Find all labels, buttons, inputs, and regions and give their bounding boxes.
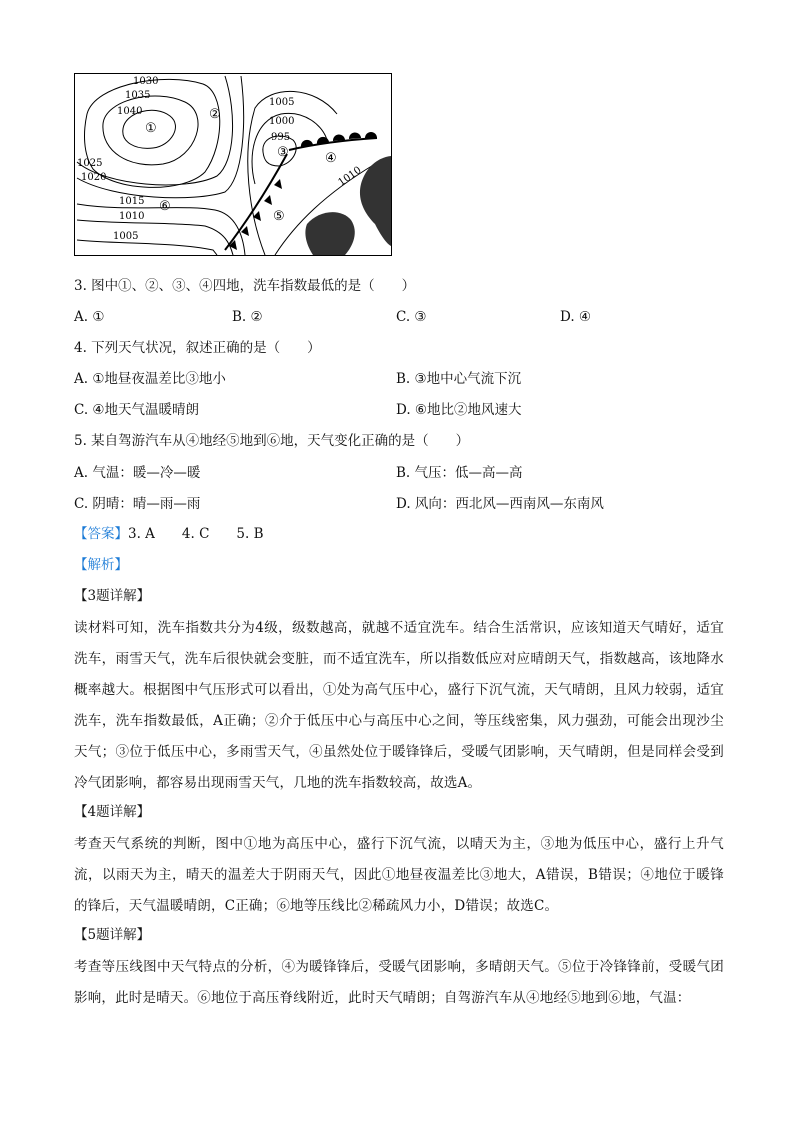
detail-3-text: 读材料可知，洗车指数共分为4级，级数越高，就越不适宜洗车。结合生活常识，应该知道天气晴好，适宜洗车，雨雪天气，洗车后很快就会变脏，而不适宜洗车，所以指数低应对应晴朗天气，指数越高，该地降水概率越大。根据图中气压形式可以看出，①处为高气压中心，盛行下沉气流，天气晴朗，且风力较弱，适宜洗车，洗车指数最低，A正确；②介于低压中心与高压中心之间，等压线密集，风力强劲，可能会出现沙尘天气；③位于低压中心，多雨雪天气，④虽然处位于暖锋锋后，受暖气团影响，天气晴朗，但是同样会受到冷气团影响，都容易出现雨雪天气，几地的洗车指数较高，故选A。 <box>74 620 724 791</box>
isobar-1005-west <box>77 240 217 255</box>
answer-tag: 【答案】 <box>74 526 128 542</box>
land-east <box>360 156 391 246</box>
q5-stem: 5. 某自驾游汽车从④地经⑤地到⑥地，天气变化正确的是（ ） <box>74 433 470 449</box>
cold-front-triangle <box>274 179 282 189</box>
point-label-5: ⑤ <box>273 209 285 224</box>
analysis-tag: 【解析】 <box>74 557 128 573</box>
answer-line <box>74 524 264 544</box>
q5-option-b: B. 气压：低—高—高 <box>396 465 523 481</box>
q3-option-b: B. ② <box>232 309 263 325</box>
detail-3-heading: 【3题详解】 <box>74 588 151 604</box>
isobar-label: 1000 <box>269 116 295 127</box>
isobar-label: 995 <box>271 132 291 143</box>
isobar-label: 1030 <box>133 76 159 87</box>
point-label-2: ② <box>209 107 221 122</box>
isobar-label: 1035 <box>125 90 151 101</box>
isobar-label: 1020 <box>81 172 107 183</box>
warm-front-semicircle <box>349 132 361 139</box>
isobar-map <box>74 73 392 256</box>
isobar-label: 1005 <box>113 231 139 242</box>
isobar-label: 1040 <box>117 106 143 117</box>
q5-option-c: C. 阴晴：晴—雨—雨 <box>74 496 201 512</box>
point-label-3: ③ <box>277 145 289 160</box>
q4-option-b: B. ③地中心气流下沉 <box>396 371 522 387</box>
q4-option-c: C. ④地天气温暖晴朗 <box>74 402 200 418</box>
isobar-map-svg <box>75 74 391 255</box>
isobar-label: 1005 <box>269 97 295 108</box>
isobar-label: 1010 <box>336 164 364 189</box>
point-label-1: ① <box>145 121 157 136</box>
q4-option-d: D. ⑥地比②地风速大 <box>396 402 522 418</box>
q3-option-a: A. ① <box>74 309 105 325</box>
detail-5-heading: 【5题详解】 <box>74 927 151 943</box>
q4-option-a: A. ①地昼夜温差比③地小 <box>74 371 226 387</box>
detail-4-heading: 【4题详解】 <box>74 804 151 820</box>
q5-option-a: A. 气温：暖—冷—暖 <box>74 465 201 481</box>
q3-option-d: D. ④ <box>560 309 592 325</box>
cold-front <box>225 154 287 250</box>
land-south <box>305 212 354 255</box>
q4-stem: 4. 下列天气状况，叙述正确的是（ ） <box>74 340 321 356</box>
detail-4-text: 考查天气系统的判断，图中①地为高压中心，盛行下沉气流，以晴天为主，③地为低压中心，盛行上升气流，以雨天为主，晴天的温差大于阴雨天气，因此①地昼夜温差比③地大，A错误，B错误；④地位于暖锋的锋后，天气温暖晴朗，C正确；⑥地等压线比②稀疏风力小，D错误；故选C。 <box>74 836 724 914</box>
point-label-4: ④ <box>325 151 337 166</box>
answer-text: 3. A 4. C 5. B <box>128 526 264 542</box>
isobar-label: 1015 <box>119 196 145 207</box>
q3-stem: 3. 图中①、②、③、④四地，洗车指数最低的是（ ） <box>74 278 416 294</box>
q3-option-c: C. ③ <box>396 309 427 325</box>
detail-5-text: 考查等压线图中天气特点的分析，④为暖锋锋后，受暖气团影响，多晴朗天气。⑤位于冷锋锋前，受暖气团影响，此时是晴天。⑥地位于高压脊线附近，此时天气晴朗；自驾游汽车从④地经⑤地到⑥地，气温： <box>74 959 724 1006</box>
isobar-label: 1025 <box>77 158 103 169</box>
warm-front-semicircle <box>365 132 377 138</box>
q5-option-d: D. 风向：西北风—西南风—东南风 <box>396 496 604 512</box>
isobar-label: 1010 <box>119 211 145 222</box>
warm-front-semicircle <box>333 134 345 141</box>
point-label-6: ⑥ <box>159 199 171 214</box>
cold-front-triangle <box>264 195 272 205</box>
